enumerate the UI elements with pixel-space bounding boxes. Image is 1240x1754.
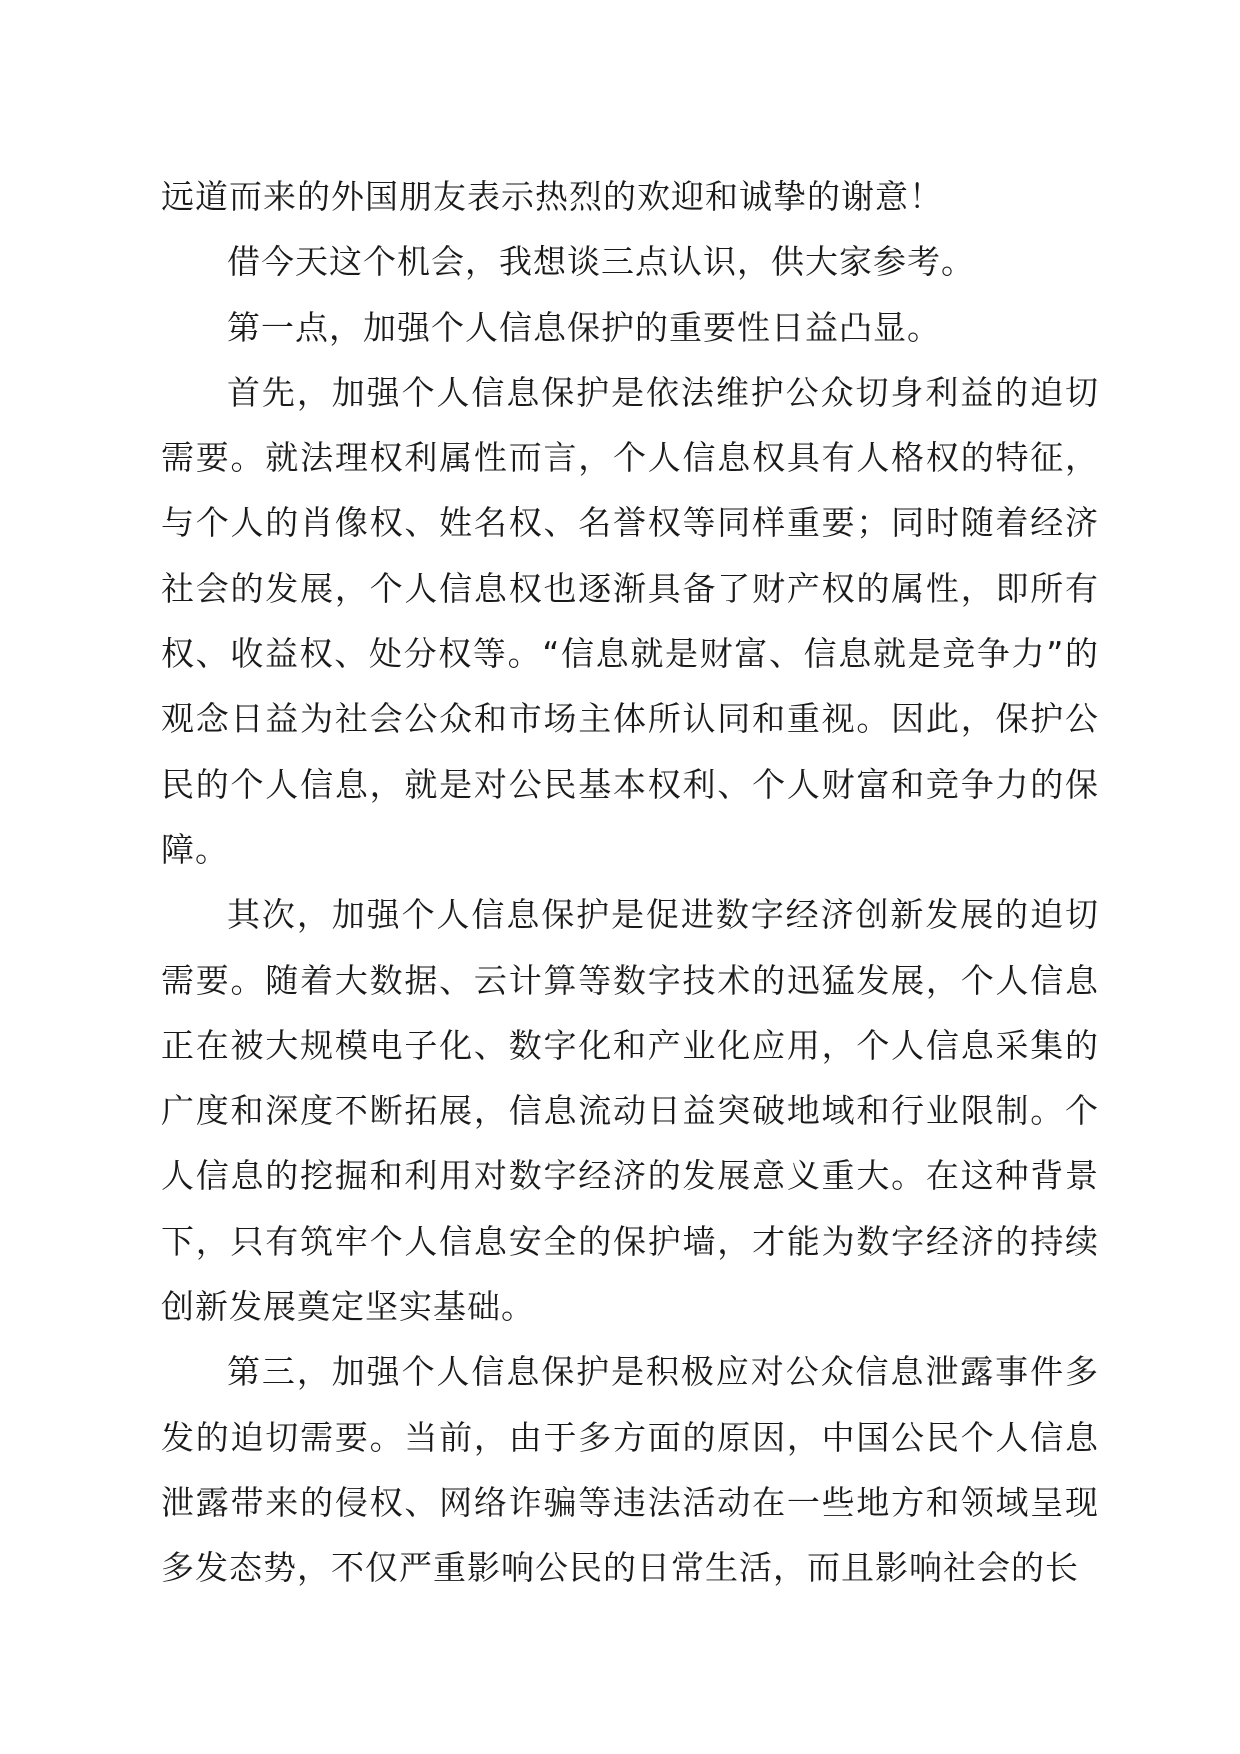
- paragraph-intro: 借今天这个机会，我想谈三点认识，供大家参考。: [227, 242, 975, 282]
- paragraph-first: 首先，加强个人信息保护是依法维护公众切身利益的迫切需要。就法理权利属性而言，个人信息权具有人格权的特征，与个人的肖像权、姓名权、名誉权等同样重要；同时随着经济社会的发展，个人信息权也逐渐具备了财产权的属性，即所有权、收益权、处分权等。“信息就是财富、信息就是竞争力”的观念日益为社会公众和市场主体所认同和重视。因此，保护公民的个人信息，就是对公民基本权利、个人财富和竞争力的保障。: [161, 372, 1099, 869]
- paragraph-continuation: 远道而来的外国朋友表示热烈的欢迎和诚挚的谢意！: [161, 177, 943, 216]
- paragraph-third: 第三，加强个人信息保护是积极应对公众信息泄露事件多发的迫切需要。当前，由于多方面的原因，中国公民个人信息泄露带来的侵权、网络诈骗等违法活动在一些地方和领域呈现多发态势，不仅严重影响公民的日常生活，而且影响社会的长: [161, 1352, 1099, 1588]
- paragraph-second: 其次，加强个人信息保护是促进数字经济创新发展的迫切需要。随着大数据、云计算等数字技术的迅猛发展，个人信息正在被大规模电子化、数字化和产业化应用，个人信息采集的广度和深度不断拓展，信息流动日益突破地域和行业限制。个人信息的挖掘和利用对数字经济的发展意义重大。在这种背景下，只有筑牢个人信息安全的保护墙，才能为数字经济的持续创新发展奠定坚实基础。: [161, 895, 1099, 1327]
- paragraph-point-heading: 第一点，加强个人信息保护的重要性日益凸显。: [227, 307, 941, 347]
- body-text: [161, 164, 1099, 1601]
